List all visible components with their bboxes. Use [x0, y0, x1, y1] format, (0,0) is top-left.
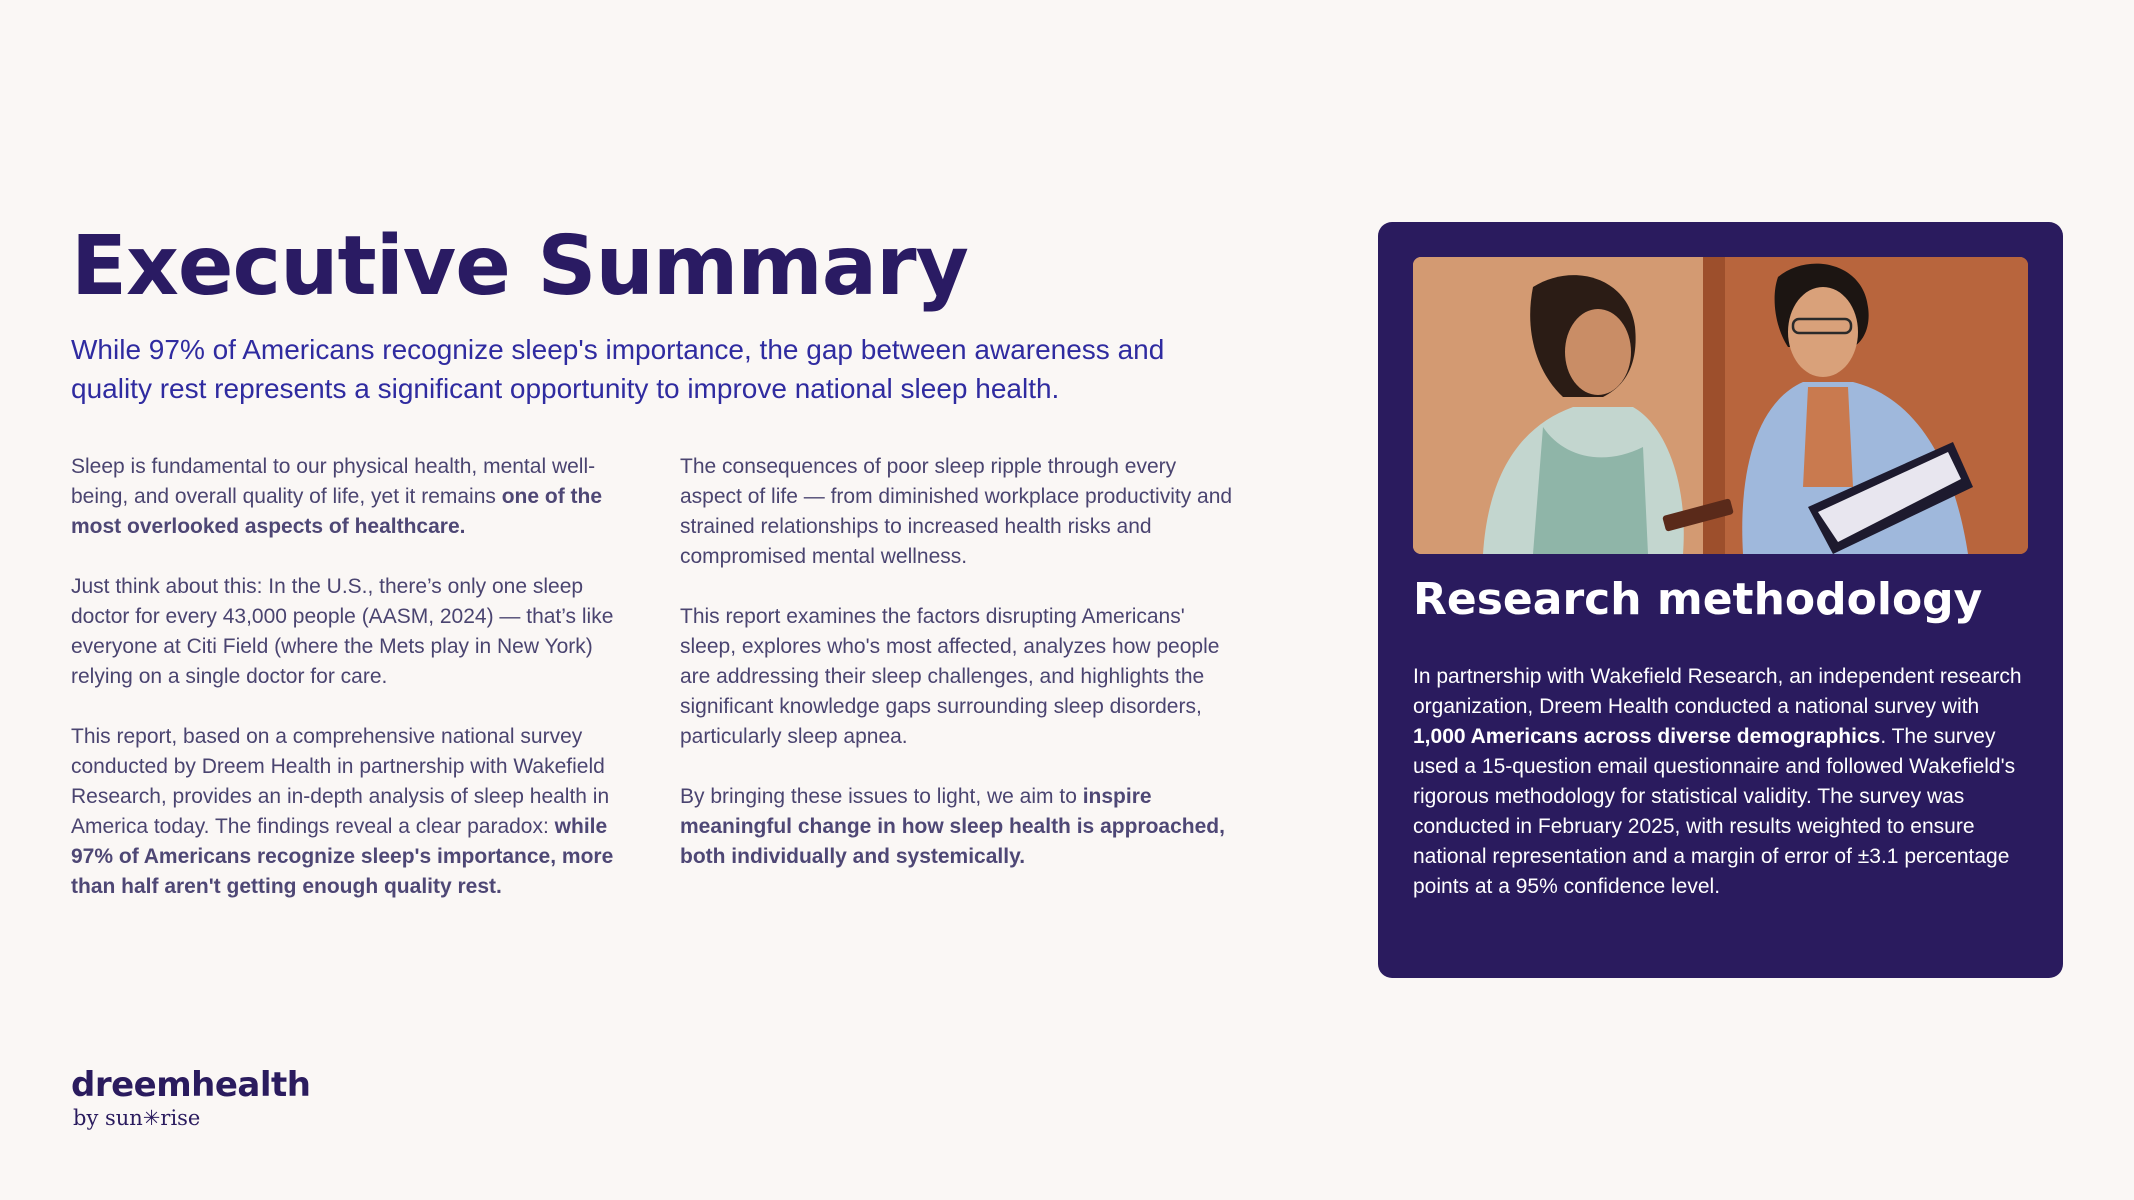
- methodology-emphasis: 1,000 Americans across diverse demographics: [1413, 725, 1881, 748]
- page-title: Executive Summary: [71, 219, 968, 314]
- two-people-reviewing-document-photo: [1413, 257, 2028, 554]
- right-paragraph-3-emphasis: inspire meaningful change in how sleep health is approached, both individually and systemically.: [680, 785, 1225, 868]
- left-paragraph-3: This report, based on a comprehensive national survey conducted by Dreem Health in partnership with Wakefield Research, provides an in-depth analysis of sleep health in America today. The findings reveal a clear paradox: while 97% of Americans recognize sleep's importance, more than half aren't getting enough quality rest.: [71, 725, 614, 898]
- left-paragraph-3-emphasis: while 97% of Americans recognize sleep's importance, more than half aren't getting enough quality rest.: [71, 815, 614, 898]
- logo-tagline: by sun✳rise: [73, 1106, 201, 1130]
- photo-man-chest: [1803, 387, 1853, 487]
- methodology-title: Research methodology: [1413, 574, 1983, 625]
- right-paragraph-3: By bringing these issues to light, we aim to inspire meaningful change in how sleep health is approached, both individually and systemically.: [680, 785, 1225, 868]
- photo-woman-face: [1565, 309, 1631, 395]
- right-paragraph-2: This report examines the factors disrupting Americans' sleep, explores who's most affected, analyzes how people are addressing their sleep challenges, and highlights the significant knowledge gaps surrounding sleep disorders, particularly sleep apnea.: [680, 605, 1220, 748]
- right-paragraph-1: The consequences of poor sleep ripple through every aspect of life — from diminished workplace productivity and strained relationships to increased health risks and compromised mental wellness.: [680, 455, 1233, 568]
- methodology-photo: [1413, 257, 2028, 554]
- left-paragraph-2: Just think about this: In the U.S., there’s only one sleep doctor for every 43,000 people (AASM, 2024) — that’s like everyone at Citi Field (where the Mets play in New York) relying on a single doctor for care.: [71, 575, 614, 688]
- methodology-body: In partnership with Wakefield Research, an independent research organization, Dreem Health conducted a national survey with 1,000 Americans across diverse demographics. The survey used a 15-question email questionnaire and followed Wakefield's rigorous methodology for statistical validity. The survey was conducted in February 2025, with results weighted to ensure national representation and a margin of error of ±3.1 percentage points at a 95% confidence level.: [1413, 665, 2022, 898]
- left-paragraph-1-emphasis: one of the most overlooked aspects of healthcare.: [71, 485, 603, 538]
- right-text-column: [680, 452, 1240, 902]
- dreemhealth-logo: [71, 1065, 311, 1130]
- left-text-column: [71, 452, 631, 932]
- page-subtitle: While 97% of Americans recognize sleep's importance, the gap between awareness and quality rest represents a significant opportunity to improve national sleep health.: [71, 334, 1165, 404]
- left-paragraph-1: Sleep is fundamental to our physical health, mental well-being, and overall quality of life, yet it remains one of the most overlooked aspects of healthcare.: [71, 455, 603, 538]
- logo-wordmark: dreemhealth: [71, 1065, 311, 1105]
- methodology-panel: [1378, 222, 2063, 978]
